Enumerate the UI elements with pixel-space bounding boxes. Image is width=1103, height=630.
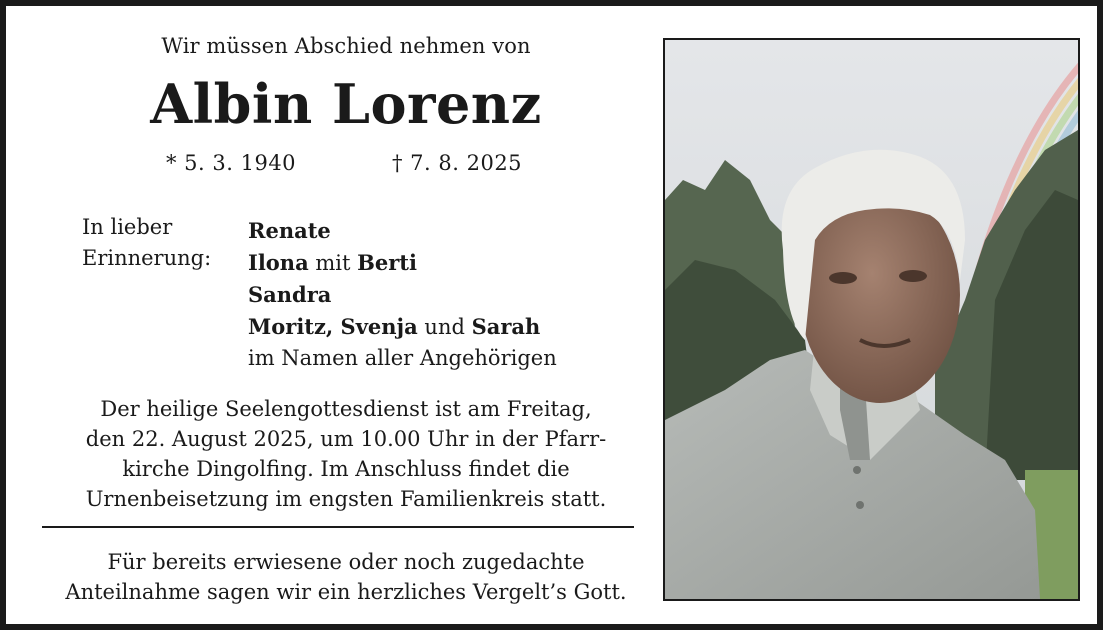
service-line: den 22. August 2025, um 10.00 Uhr in der Pfarr-	[85, 427, 607, 451]
intro-text: Wir müssen Abschied nehmen von	[161, 34, 531, 58]
memory-label-line: Erinnerung:	[82, 246, 212, 270]
thanks-line: Für bereits erwiesene oder noch zugedachte	[107, 550, 585, 574]
family-member: Sarah	[471, 314, 541, 339]
death-date: † 7. 8. 2025	[392, 151, 523, 175]
service-info	[36, 394, 656, 514]
family-line	[248, 311, 557, 343]
family-conjunction: mit	[308, 251, 358, 275]
memory-label-line: In lieber	[82, 215, 173, 239]
thanks-text	[36, 547, 656, 607]
memory-label	[82, 212, 211, 274]
family-member: Moritz, Svenja	[248, 314, 418, 339]
divider-line	[42, 526, 634, 528]
service-line: kirche Dingolfing. Im Anschluss findet die	[122, 457, 570, 481]
service-line: Urnenbeisetzung im engsten Familienkreis statt.	[85, 487, 607, 511]
family-line	[248, 215, 557, 247]
portrait-photo	[663, 38, 1080, 601]
family-member: Sandra	[248, 282, 332, 307]
family-conjunction: und	[417, 315, 472, 339]
family-line	[248, 279, 557, 311]
family-member: Berti	[357, 250, 417, 275]
birth-date: * 5. 3. 1940	[166, 151, 297, 175]
family-list	[248, 215, 557, 374]
family-member: Ilona	[248, 250, 309, 275]
deceased-name: Albin Lorenz	[150, 72, 542, 136]
service-line: Der heilige Seelengottesdienst ist am Freitag,	[100, 397, 592, 421]
family-line: im Namen aller Angehörigen	[248, 346, 557, 370]
thanks-line: Anteilnahme sagen wir ein herzliches Vergelt’s Gott.	[65, 580, 627, 604]
family-member: Renate	[248, 218, 331, 243]
family-line	[248, 247, 557, 279]
portrait-illustration	[665, 40, 1078, 599]
